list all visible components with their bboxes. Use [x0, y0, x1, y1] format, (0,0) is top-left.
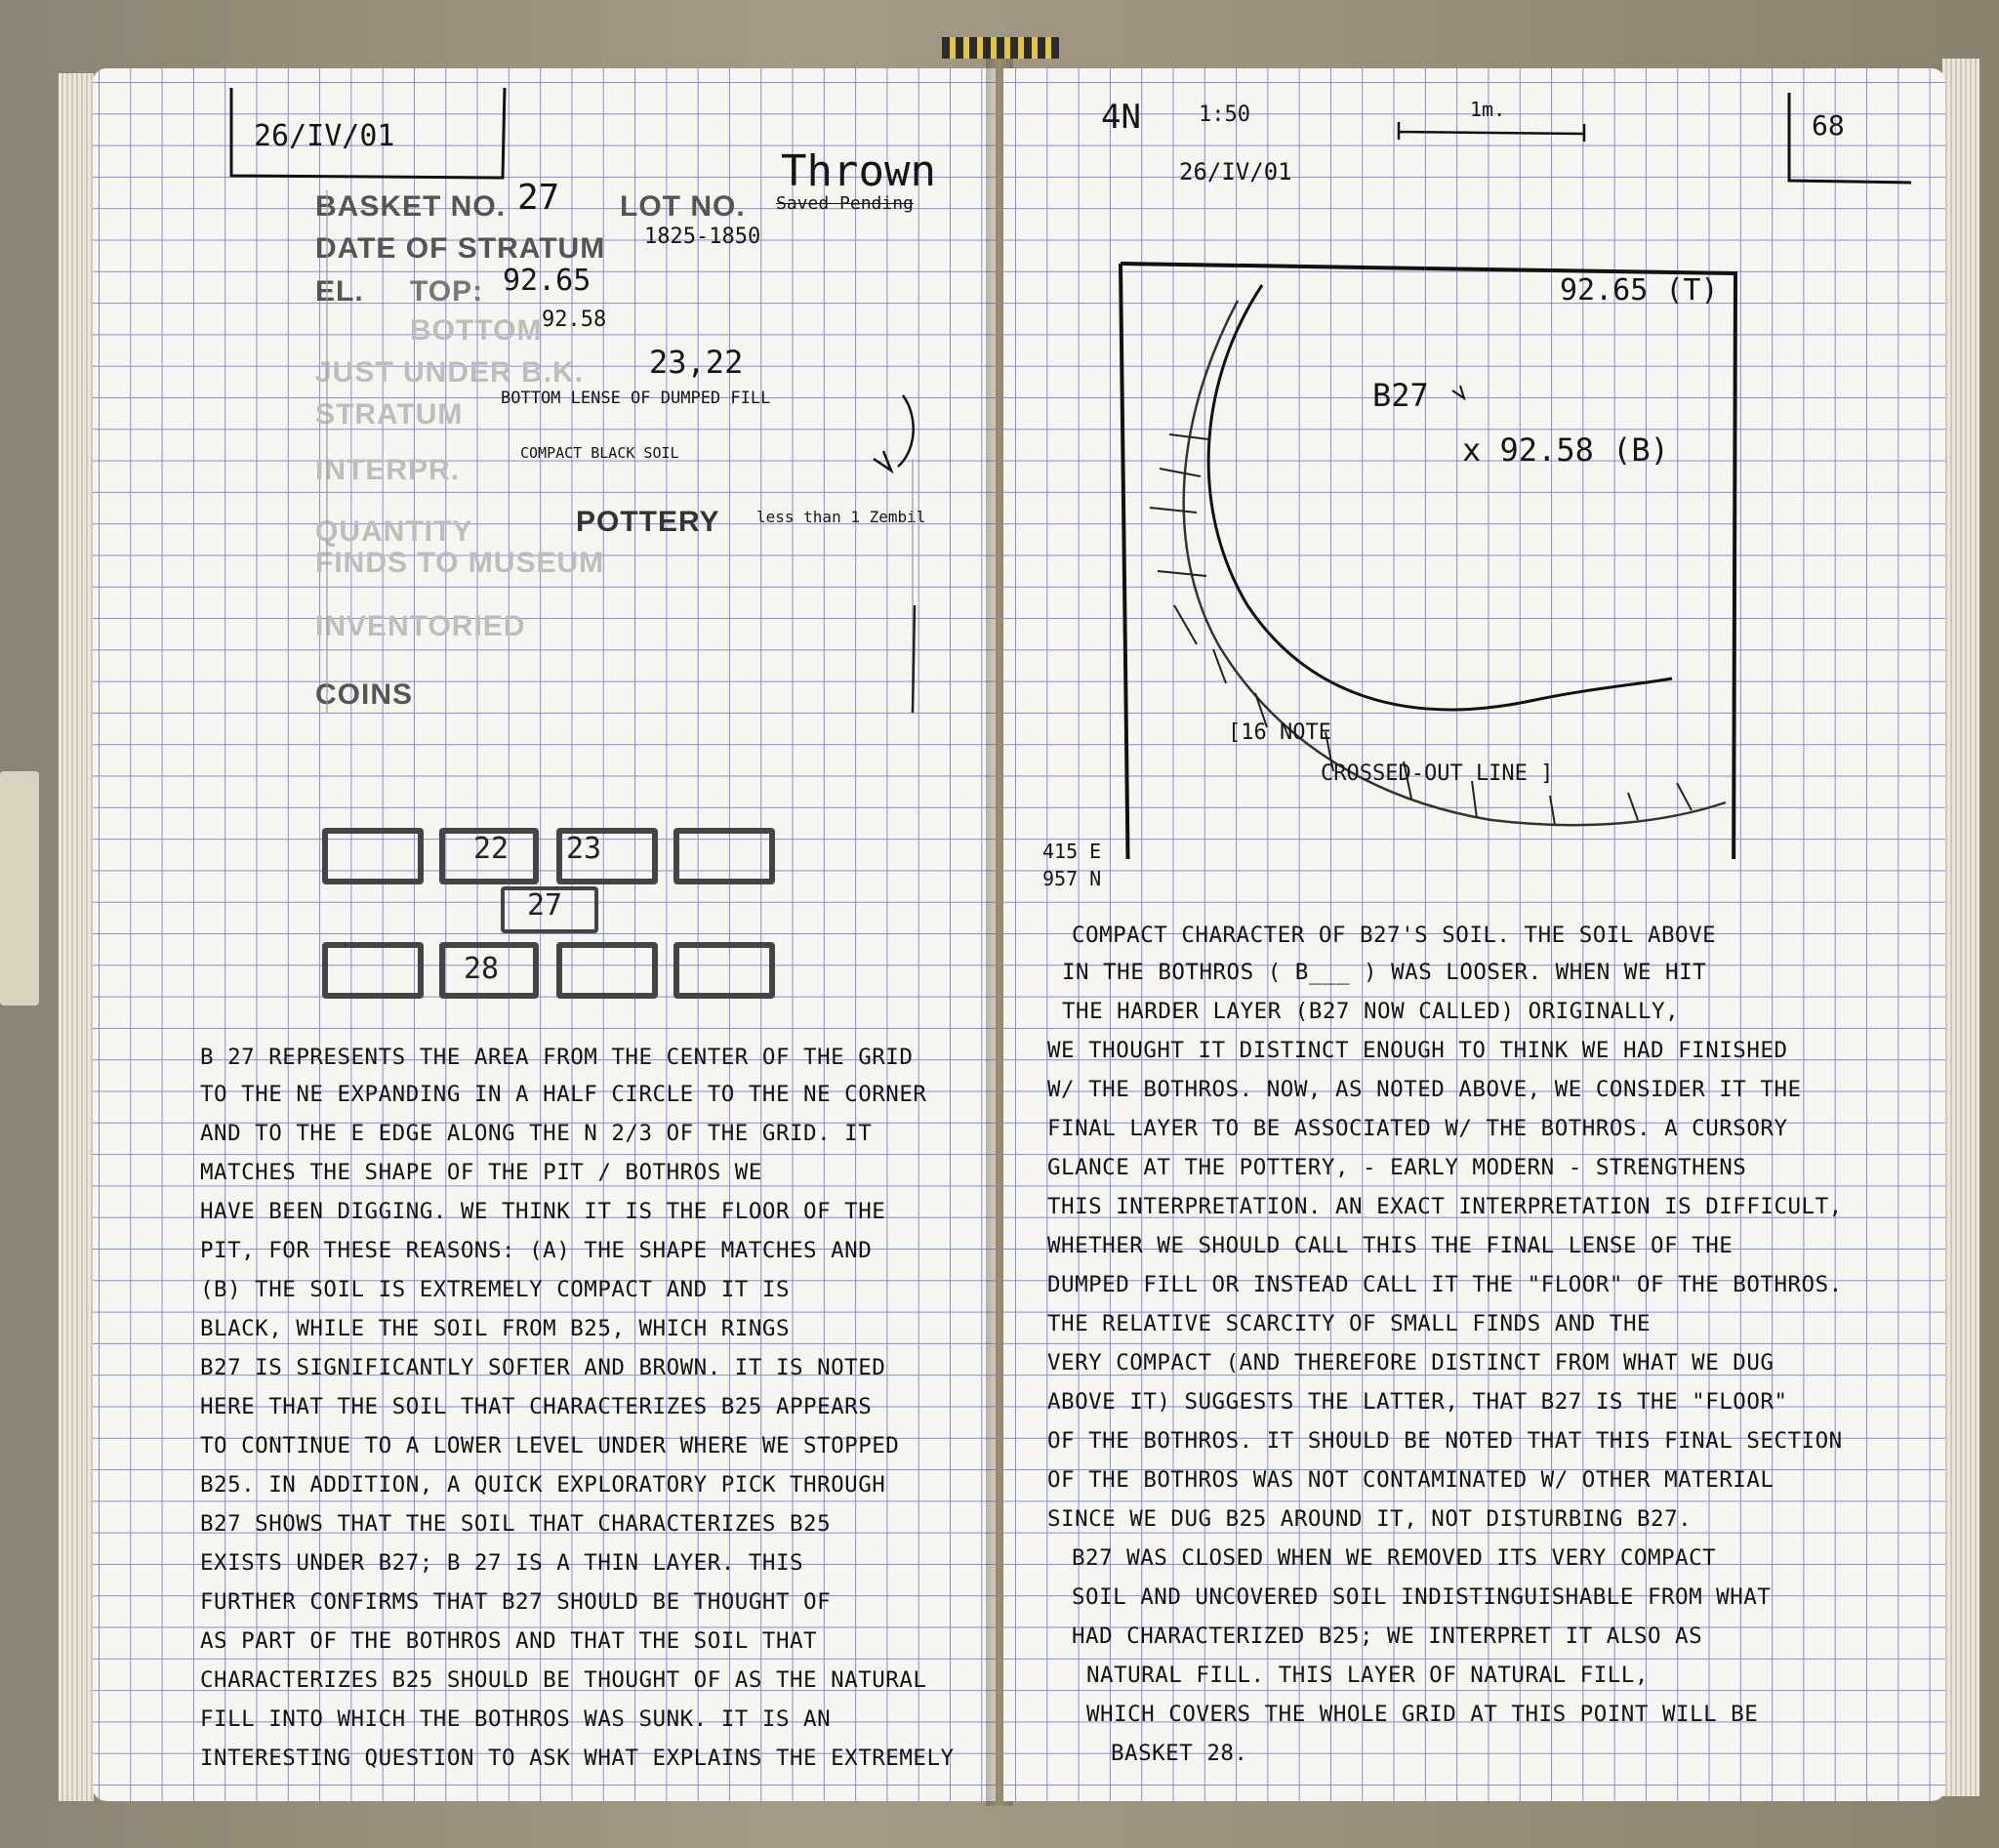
- stamp-date-of-stratum: DATE OF STRATUM: [315, 232, 606, 265]
- stamp-finds: FINDS TO MUSEUM: [315, 547, 605, 579]
- grid-box-1-4: [673, 828, 775, 884]
- page-number: 68: [1812, 109, 1845, 142]
- grid-box-center-label: 27: [527, 888, 563, 923]
- stamp-stratum: STRATUM: [315, 398, 464, 431]
- grid-box-3-1: [322, 942, 424, 999]
- pottery-value: less than 1 Zembil: [756, 508, 926, 526]
- note-line: TO THE NE EXPANDING IN A HALF CIRCLE TO THE NE CORNER: [200, 1082, 927, 1107]
- note-line: W/ THE BOTHROS. NOW, AS NOTED ABOVE, WE CONSIDER IT THE: [1047, 1077, 1802, 1102]
- note-line: (B) THE SOIL IS EXTREMELY COMPACT AND IT IS: [200, 1277, 790, 1302]
- scale-bar-label: 1m.: [1470, 98, 1506, 121]
- left-page: [93, 68, 996, 1801]
- note-line: HAD CHARACTERIZED B25; WE INTERPRET IT ALSO AS: [1072, 1623, 1703, 1649]
- note-line: DUMPED FILL OR INSTEAD CALL IT THE "FLOOR" OF THE BOTHROS.: [1047, 1272, 1843, 1297]
- note-line: B25. IN ADDITION, A QUICK EXPLORATORY PICK THROUGH: [200, 1472, 886, 1498]
- interp-value: COMPACT BLACK SOIL: [520, 444, 679, 462]
- grid-box-1-2-label: 22: [473, 832, 510, 866]
- note-line: WHETHER WE SHOULD CALL THIS THE FINAL LENSE OF THE: [1047, 1233, 1734, 1258]
- note-line: FILL INTO WHICH THE BOTHROS WAS SUNK. IT IS AN: [200, 1706, 832, 1732]
- note-line: WHICH COVERS THE WHOLE GRID AT THIS POINT WILL BE: [1086, 1702, 1759, 1727]
- page-number-frame: [1784, 93, 1921, 200]
- stamp-lot-no: LOT NO.: [620, 190, 746, 223]
- note-line: SINCE WE DUG B25 AROUND IT, NOT DISTURBING B27.: [1047, 1506, 1693, 1532]
- note-line: THE HARDER LAYER (B27 NOW CALLED) ORIGINALLY,: [1062, 999, 1680, 1024]
- plan-hatch-note-2: CROSSED-OUT LINE ]: [1321, 761, 1554, 786]
- note-line: OF THE BOTHROS WAS NOT CONTAMINATED W/ OTHER MATERIAL: [1047, 1467, 1775, 1493]
- right-date: 26/IV/01: [1179, 158, 1292, 185]
- stamp-basket-no: BASKET NO.: [315, 190, 507, 223]
- note-line: NATURAL FILL. THIS LAYER OF NATURAL FILL,: [1086, 1663, 1649, 1688]
- note-line: MATCHES THE SHAPE OF THE PIT / BOTHROS WE: [200, 1160, 762, 1185]
- note-line: GLANCE AT THE POTTERY, - EARLY MODERN - STRENGTHENS: [1047, 1155, 1747, 1180]
- stamp-pottery: POTTERY: [576, 506, 720, 538]
- plan-outer-curve: [1184, 301, 1726, 825]
- stamp-just-under: JUST UNDER B.K.: [315, 356, 585, 389]
- stamp-el: EL.: [315, 275, 364, 308]
- note-line: FURTHER CONFIRMS THAT B27 SHOULD BE THOUGHT OF: [200, 1589, 832, 1615]
- scale-label: 1:50: [1199, 103, 1250, 127]
- stamp-interp: INTERPR.: [315, 454, 461, 486]
- note-line: HAVE BEEN DIGGING. WE THINK IT IS THE FLOOR OF THE: [200, 1199, 886, 1224]
- note-line: FINAL LAYER TO BE ASSOCIATED W/ THE BOTHROS. A CURSORY: [1047, 1116, 1788, 1141]
- right-page: [1003, 68, 1945, 1801]
- note-line: COMPACT CHARACTER OF B27'S SOIL. THE SOIL ABOVE: [1072, 923, 1717, 948]
- date-of-stratum-value: 1825-1850: [644, 225, 761, 249]
- basket-no-value: 27: [517, 178, 560, 218]
- note-line: WE THOUGHT IT DISTINCT ENOUGH TO THINK WE HAD FINISHED: [1047, 1038, 1788, 1063]
- stamp-quantity: QUANTITY: [315, 515, 473, 548]
- top-elevation: 92.65: [503, 264, 592, 298]
- page-edges-right: [1942, 59, 1979, 1796]
- thrown-note: Thrown: [781, 146, 936, 196]
- note-line: VERY COMPACT (AND THEREFORE DISTINCT FROM WHAT WE DUG: [1047, 1350, 1775, 1376]
- note-line: BASKET 28.: [1111, 1741, 1248, 1766]
- note-line: BLACK, WHILE THE SOIL FROM B25, WHICH RINGS: [200, 1316, 790, 1341]
- note-line: B 27 REPRESENTS THE AREA FROM THE CENTER OF THE GRID: [200, 1045, 914, 1070]
- plan-corner-n: 957 N: [1042, 867, 1102, 890]
- stamp-frame: [288, 185, 932, 771]
- note-line: INTERESTING QUESTION TO ASK WHAT EXPLAINS THE EXTREMELY: [200, 1745, 955, 1771]
- grid-box-3-4: [673, 942, 775, 999]
- grid-box-1-1: [322, 828, 424, 884]
- stamp-top: TOP:: [410, 275, 484, 308]
- note-line: SOIL AND UNCOVERED SOIL INDISTINGUISHABLE FROM WHAT: [1072, 1584, 1772, 1610]
- grid-box-1-3-label: 23: [566, 832, 602, 866]
- stamp-coins: COINS: [315, 678, 414, 711]
- plan-hatch-note-1: [16 NOTE: [1228, 720, 1331, 745]
- plan-bottom-elevation: x 92.58 (B): [1462, 431, 1669, 469]
- note-line: AS PART OF THE BOTHROS AND THAT THE SOIL THAT: [200, 1628, 818, 1654]
- just-under-value: 23,22: [649, 344, 744, 381]
- note-line: B27 IS SIGNIFICANTLY SOFTER AND BROWN. IT IS NOTED: [200, 1355, 886, 1380]
- note-line: CHARACTERIZES B25 SHOULD BE THOUGHT OF AS THE NATURAL: [200, 1667, 927, 1693]
- note-line: B27 WAS CLOSED WHEN WE REMOVED ITS VERY COMPACT: [1072, 1545, 1717, 1571]
- plan-corner-e: 415 E: [1042, 840, 1102, 863]
- note-line: HERE THAT THE SOIL THAT CHARACTERIZES B25 APPEARS: [200, 1394, 873, 1419]
- stamp-inventoried: INVENTORIED: [315, 610, 526, 642]
- saved-crossed-note: Saved Pending: [776, 193, 914, 214]
- north-arrow-label: 4N: [1101, 98, 1141, 137]
- note-line: B27 SHOWS THAT THE SOIL THAT CHARACTERIZES B25: [200, 1511, 832, 1537]
- note-line: THE RELATIVE SCARCITY OF SMALL FINDS AND THE: [1047, 1311, 1652, 1336]
- stamp-bottom: BOTTOM: [410, 314, 543, 347]
- bottom-elevation: 92.58: [542, 308, 607, 332]
- plan-b27-label: B27: [1372, 377, 1429, 414]
- note-line: EXISTS UNDER B27; B 27 IS A THIN LAYER. THIS: [200, 1550, 804, 1576]
- note-line: PIT, FOR THESE REASONS: (A) THE SHAPE MATCHES AND: [200, 1238, 873, 1263]
- grid-box-3-2-label: 28: [464, 952, 500, 986]
- note-line: ABOVE IT) SUGGESTS THE LATTER, THAT B27 IS THE "FLOOR": [1047, 1389, 1788, 1415]
- grid-box-3-3: [556, 942, 658, 999]
- bookmark-tab: [942, 37, 1059, 59]
- note-line: OF THE BOTHROS. IT SHOULD BE NOTED THAT THIS FINAL SECTION: [1047, 1428, 1843, 1454]
- ribbon-marker: [0, 771, 39, 1006]
- page-edges-left: [59, 73, 94, 1801]
- stratum-value: BOTTOM LENSE OF DUMPED FILL: [501, 389, 771, 408]
- note-line: TO CONTINUE TO A LOWER LEVEL UNDER WHERE WE STOPPED: [200, 1433, 900, 1458]
- plan-inner-curve: [1208, 285, 1672, 710]
- note-line: IN THE BOTHROS ( B___ ) WAS LOOSER. WHEN WE HIT: [1062, 960, 1707, 985]
- note-line: THIS INTERPRETATION. AN EXACT INTERPRETATION IS DIFFICULT,: [1047, 1194, 1843, 1219]
- note-line: AND TO THE E EDGE ALONG THE N 2/3 OF THE GRID. IT: [200, 1121, 873, 1146]
- date-box: 26/IV/01: [254, 119, 395, 153]
- plan-top-elevation: 92.65 (T): [1560, 273, 1719, 308]
